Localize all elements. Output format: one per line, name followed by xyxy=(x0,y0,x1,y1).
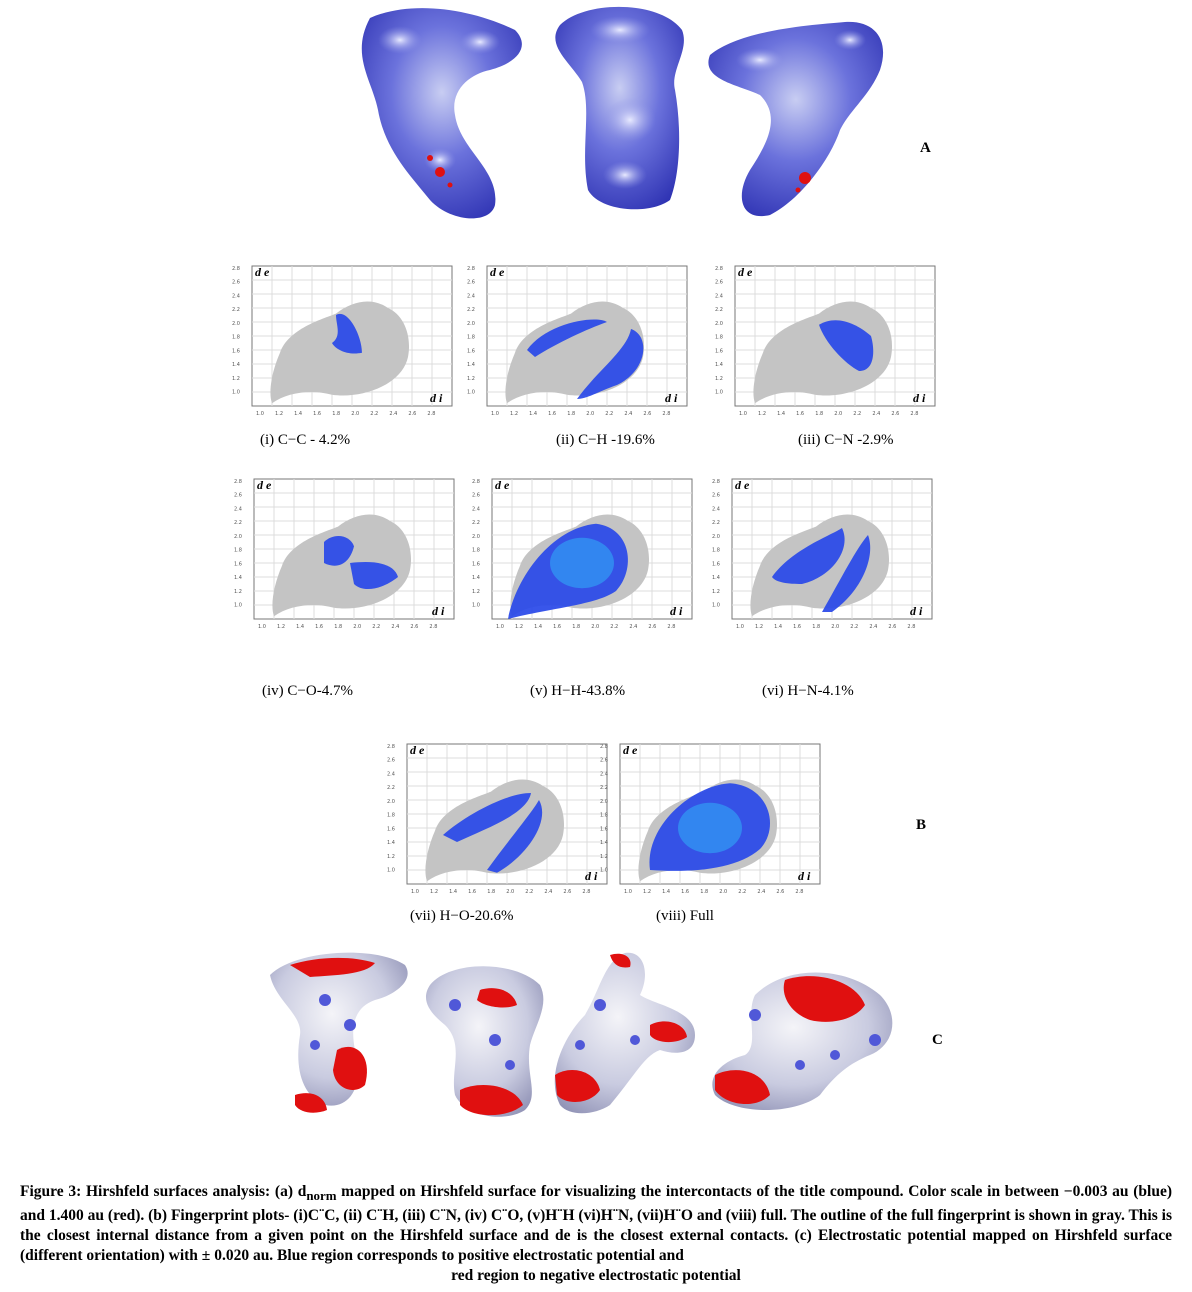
caption-lead: Figure 3: Hirshfeld surfaces analysis: (a) d xyxy=(20,1183,307,1200)
x-tick-label: 1.6 xyxy=(315,624,324,630)
x-tick-label: 1.0 xyxy=(736,624,744,630)
y-tick-label: 2.2 xyxy=(600,785,608,792)
x-tick-label: 2.0 xyxy=(351,411,360,417)
x-tick-label: 2.0 xyxy=(591,624,600,630)
x-tick-label: 1.2 xyxy=(275,411,284,417)
fingerprint-plot-vi xyxy=(710,465,938,639)
y-tick-label: 2.4 xyxy=(232,293,240,300)
x-tick-label: 2.2 xyxy=(738,889,747,895)
x-axis-label: d i xyxy=(798,869,811,883)
fingerprint-plot-viii xyxy=(598,730,826,904)
x-tick-label: 1.4 xyxy=(294,411,303,417)
y-tick-label: 2.4 xyxy=(387,771,395,778)
x-tick-label: 2.2 xyxy=(850,624,859,630)
x-tick-label: 1.8 xyxy=(487,889,496,895)
esp-surfaces xyxy=(255,945,915,1125)
y-tick-label: 1.8 xyxy=(715,334,723,341)
y-tick-label: 2.0 xyxy=(234,533,242,540)
x-tick-label: 1.2 xyxy=(643,889,652,895)
y-tick-label: 2.0 xyxy=(715,320,723,327)
x-tick-label: 1.6 xyxy=(548,411,557,417)
x-tick-label: 2.8 xyxy=(582,889,591,895)
y-tick-label: 2.6 xyxy=(712,492,720,499)
x-tick-label: 1.6 xyxy=(681,889,690,895)
x-tick-label: 2.8 xyxy=(429,624,438,630)
x-tick-label: 2.0 xyxy=(719,889,728,895)
fingerprint-caption-iii: (iii) C−N -2.9% xyxy=(798,432,894,448)
x-axis-label: d i xyxy=(670,604,683,618)
y-tick-label: 1.2 xyxy=(712,588,720,595)
fingerprint-caption-i: (i) C−C - 4.2% xyxy=(260,432,351,448)
y-tick-label: 2.2 xyxy=(232,307,240,314)
y-tick-label: 2.6 xyxy=(232,279,240,286)
x-tick-label: 2.6 xyxy=(410,624,419,630)
y-tick-label: 1.2 xyxy=(467,375,475,382)
esp-surface-4 xyxy=(712,973,892,1111)
y-tick-label: 2.8 xyxy=(234,479,242,485)
y-tick-label: 1.4 xyxy=(715,362,723,369)
y-tick-label: 1.4 xyxy=(467,362,475,369)
figure-caption xyxy=(20,1182,1172,1286)
x-tick-label: 2.6 xyxy=(888,624,897,630)
y-tick-label: 1.6 xyxy=(232,348,240,355)
x-tick-label: 1.0 xyxy=(624,889,632,895)
fingerprint-plot-i xyxy=(230,252,458,426)
esp-surface-3 xyxy=(555,953,695,1114)
y-tick-label: 1.0 xyxy=(232,389,240,396)
x-tick-label: 2.6 xyxy=(648,624,657,630)
x-tick-label: 1.4 xyxy=(777,411,786,417)
x-tick-label: 1.6 xyxy=(796,411,805,417)
x-tick-label: 2.8 xyxy=(910,411,919,417)
x-tick-label: 1.0 xyxy=(411,889,419,895)
fingerprint-caption-vi: (vi) H−N-4.1% xyxy=(762,683,854,699)
y-tick-label: 1.2 xyxy=(715,375,723,382)
y-axis-label: d e xyxy=(255,265,270,279)
x-tick-label: 1.8 xyxy=(815,411,824,417)
y-tick-label: 1.6 xyxy=(467,348,475,355)
x-tick-label: 1.2 xyxy=(430,889,439,895)
y-tick-label: 2.0 xyxy=(472,533,480,540)
y-tick-label: 1.4 xyxy=(600,840,608,847)
fingerprint-caption-ii: (ii) C−H -19.6% xyxy=(556,432,655,448)
x-tick-label: 1.8 xyxy=(332,411,341,417)
x-tick-label: 2.6 xyxy=(776,889,785,895)
y-tick-label: 2.6 xyxy=(387,757,395,764)
y-tick-label: 1.0 xyxy=(472,602,480,609)
x-tick-label: 1.0 xyxy=(256,411,264,417)
y-tick-label: 2.2 xyxy=(472,520,480,527)
x-tick-label: 1.2 xyxy=(515,624,524,630)
x-tick-label: 2.8 xyxy=(427,411,436,417)
y-tick-label: 2.8 xyxy=(715,266,723,272)
y-tick-label: 1.0 xyxy=(234,602,242,609)
y-tick-label: 1.8 xyxy=(472,547,480,554)
x-tick-label: 2.4 xyxy=(544,889,553,895)
y-tick-label: 1.8 xyxy=(232,334,240,341)
y-tick-label: 1.0 xyxy=(715,389,723,396)
dense-region xyxy=(678,803,742,853)
x-tick-label: 1.2 xyxy=(510,411,519,417)
y-tick-label: 1.6 xyxy=(387,826,395,833)
y-tick-label: 1.4 xyxy=(232,362,240,369)
y-tick-label: 1.6 xyxy=(600,826,608,833)
y-axis-label: d e xyxy=(735,478,750,492)
y-tick-label: 1.4 xyxy=(712,575,720,582)
x-tick-label: 1.0 xyxy=(258,624,266,630)
dnorm-surface-middle xyxy=(555,7,684,209)
x-tick-label: 2.4 xyxy=(389,411,398,417)
y-tick-label: 2.8 xyxy=(467,266,475,272)
x-axis-label: d i xyxy=(585,869,598,883)
x-tick-label: 2.8 xyxy=(795,889,804,895)
y-tick-label: 2.8 xyxy=(600,744,608,750)
x-tick-label: 2.2 xyxy=(853,411,862,417)
x-tick-label: 1.2 xyxy=(277,624,286,630)
y-tick-label: 2.8 xyxy=(712,479,720,485)
x-tick-label: 1.4 xyxy=(534,624,543,630)
y-tick-label: 1.2 xyxy=(472,588,480,595)
y-tick-label: 2.4 xyxy=(715,293,723,300)
y-tick-label: 1.6 xyxy=(234,561,242,568)
fingerprint-plot-v xyxy=(470,465,698,639)
fingerprint-plot-iv xyxy=(232,465,460,639)
x-tick-label: 2.6 xyxy=(643,411,652,417)
y-tick-label: 2.2 xyxy=(715,307,723,314)
x-tick-label: 2.8 xyxy=(907,624,916,630)
y-tick-label: 2.0 xyxy=(232,320,240,327)
x-tick-label: 2.2 xyxy=(525,889,534,895)
y-tick-label: 1.0 xyxy=(467,389,475,396)
x-tick-label: 1.8 xyxy=(567,411,576,417)
y-tick-label: 2.0 xyxy=(467,320,475,327)
fingerprint-caption-v: (v) H−H-43.8% xyxy=(530,683,626,699)
dense-region xyxy=(550,538,614,588)
x-tick-label: 2.4 xyxy=(757,889,766,895)
y-tick-label: 2.8 xyxy=(232,266,240,272)
y-tick-label: 2.6 xyxy=(715,279,723,286)
x-tick-label: 1.8 xyxy=(812,624,821,630)
x-tick-label: 1.8 xyxy=(572,624,581,630)
y-axis-label: d e xyxy=(623,743,638,757)
x-tick-label: 1.4 xyxy=(529,411,538,417)
x-tick-label: 2.0 xyxy=(353,624,362,630)
x-tick-label: 1.4 xyxy=(296,624,305,630)
y-tick-label: 2.2 xyxy=(387,785,395,792)
y-tick-label: 1.0 xyxy=(600,867,608,874)
x-tick-label: 2.8 xyxy=(662,411,671,417)
x-tick-label: 1.2 xyxy=(758,411,767,417)
y-axis-label: d e xyxy=(495,478,510,492)
panel-label-a: A xyxy=(920,140,931,156)
x-tick-label: 1.8 xyxy=(334,624,343,630)
x-tick-label: 1.0 xyxy=(491,411,499,417)
y-axis-label: d e xyxy=(410,743,425,757)
fingerprint-plot-iii xyxy=(713,252,941,426)
y-tick-label: 2.2 xyxy=(467,307,475,314)
caption-rest: mapped on Hirshfeld surface for visualizing the intercontacts of the title compound. Color scale in between −0.003 au (blue) and 1.400 au (red). (b) Fingerprint plots- (i)C¨C, (ii) C¨H, (iii) C¨N, (iv) C¨O, (v)H¨H (vi)H¨N, (vii)H¨O and (viii) full. The outline of the full fingerprint is shown in gray. This is the closest internal distance from a given point on the Hirshfeld surface and de is the closest external contacts. (c) Electrostatic potential mapped on Hirshfeld surface (different orientation) with ± 0.020 au. Blue region corresponds to positive electrostatic potential and xyxy=(20,1183,1172,1265)
y-tick-label: 2.6 xyxy=(600,757,608,764)
x-tick-label: 2.2 xyxy=(610,624,619,630)
x-tick-label: 1.4 xyxy=(449,889,458,895)
y-tick-label: 2.2 xyxy=(712,520,720,527)
fingerprint-caption-vii: (vii) H−O-20.6% xyxy=(410,908,514,924)
y-tick-label: 2.0 xyxy=(600,798,608,805)
dnorm-surface-right xyxy=(708,22,883,216)
y-tick-label: 1.8 xyxy=(234,547,242,554)
x-tick-label: 1.0 xyxy=(496,624,504,630)
y-tick-label: 1.8 xyxy=(387,812,395,819)
y-axis-label: d e xyxy=(738,265,753,279)
x-tick-label: 2.6 xyxy=(408,411,417,417)
x-axis-label: d i xyxy=(910,604,923,618)
x-tick-label: 2.0 xyxy=(586,411,595,417)
x-tick-label: 1.6 xyxy=(468,889,477,895)
y-tick-label: 1.2 xyxy=(234,588,242,595)
x-tick-label: 2.0 xyxy=(831,624,840,630)
x-tick-label: 1.4 xyxy=(774,624,783,630)
x-axis-label: d i xyxy=(913,391,926,405)
y-axis-label: d e xyxy=(490,265,505,279)
x-tick-label: 1.6 xyxy=(313,411,322,417)
y-tick-label: 1.4 xyxy=(387,840,395,847)
y-tick-label: 1.6 xyxy=(715,348,723,355)
x-tick-label: 2.4 xyxy=(624,411,633,417)
y-tick-label: 2.0 xyxy=(712,533,720,540)
fingerprint-plot-vii xyxy=(385,730,613,904)
y-tick-label: 1.8 xyxy=(467,334,475,341)
y-tick-label: 2.6 xyxy=(234,492,242,499)
x-tick-label: 2.2 xyxy=(370,411,379,417)
y-tick-label: 1.4 xyxy=(234,575,242,582)
y-tick-label: 2.4 xyxy=(467,293,475,300)
y-tick-label: 1.4 xyxy=(472,575,480,582)
fingerprint-caption-viii: (viii) Full xyxy=(656,908,714,924)
x-tick-label: 2.0 xyxy=(506,889,515,895)
y-tick-label: 2.2 xyxy=(234,520,242,527)
y-axis-label: d e xyxy=(257,478,272,492)
y-tick-label: 1.0 xyxy=(387,867,395,874)
panel-label-c: C xyxy=(932,1032,943,1048)
x-tick-label: 1.2 xyxy=(755,624,764,630)
y-tick-label: 1.2 xyxy=(232,375,240,382)
panel-label-b: B xyxy=(916,817,927,833)
y-tick-label: 1.6 xyxy=(472,561,480,568)
y-tick-label: 2.4 xyxy=(600,771,608,778)
y-tick-label: 2.8 xyxy=(472,479,480,485)
x-tick-label: 2.4 xyxy=(872,411,881,417)
y-tick-label: 1.6 xyxy=(712,561,720,568)
y-tick-label: 2.6 xyxy=(472,492,480,499)
fingerprint-caption-iv: (iv) C−O-4.7% xyxy=(262,683,353,699)
caption-sub: norm xyxy=(306,1188,337,1204)
x-tick-label: 1.6 xyxy=(553,624,562,630)
x-tick-label: 2.4 xyxy=(869,624,878,630)
x-tick-label: 2.8 xyxy=(667,624,676,630)
y-tick-label: 1.0 xyxy=(712,602,720,609)
caption-last-line: red region to negative electrostatic potential xyxy=(451,1267,741,1285)
y-tick-label: 2.8 xyxy=(387,744,395,750)
x-tick-label: 2.6 xyxy=(563,889,572,895)
y-tick-label: 2.0 xyxy=(387,798,395,805)
x-axis-label: d i xyxy=(665,391,678,405)
x-tick-label: 2.4 xyxy=(391,624,400,630)
y-tick-label: 2.4 xyxy=(472,506,480,513)
y-tick-label: 1.2 xyxy=(387,853,395,860)
x-tick-label: 2.2 xyxy=(372,624,381,630)
x-tick-label: 1.4 xyxy=(662,889,671,895)
dnorm-surfaces xyxy=(330,0,900,225)
esp-surface-1 xyxy=(270,953,408,1113)
y-tick-label: 2.6 xyxy=(467,279,475,286)
x-axis-label: d i xyxy=(430,391,443,405)
x-tick-label: 2.2 xyxy=(605,411,614,417)
x-axis-label: d i xyxy=(432,604,445,618)
y-tick-label: 1.2 xyxy=(600,853,608,860)
dnorm-surface-left xyxy=(362,8,522,218)
x-tick-label: 1.8 xyxy=(700,889,709,895)
x-tick-label: 1.6 xyxy=(793,624,802,630)
fingerprint-plot-ii xyxy=(465,252,693,426)
y-tick-label: 1.8 xyxy=(600,812,608,819)
x-tick-label: 2.6 xyxy=(891,411,900,417)
x-tick-label: 1.0 xyxy=(739,411,747,417)
y-tick-label: 2.4 xyxy=(712,506,720,513)
esp-surface-2 xyxy=(426,966,543,1117)
x-tick-label: 2.0 xyxy=(834,411,843,417)
y-tick-label: 1.8 xyxy=(712,547,720,554)
x-tick-label: 2.4 xyxy=(629,624,638,630)
y-tick-label: 2.4 xyxy=(234,506,242,513)
